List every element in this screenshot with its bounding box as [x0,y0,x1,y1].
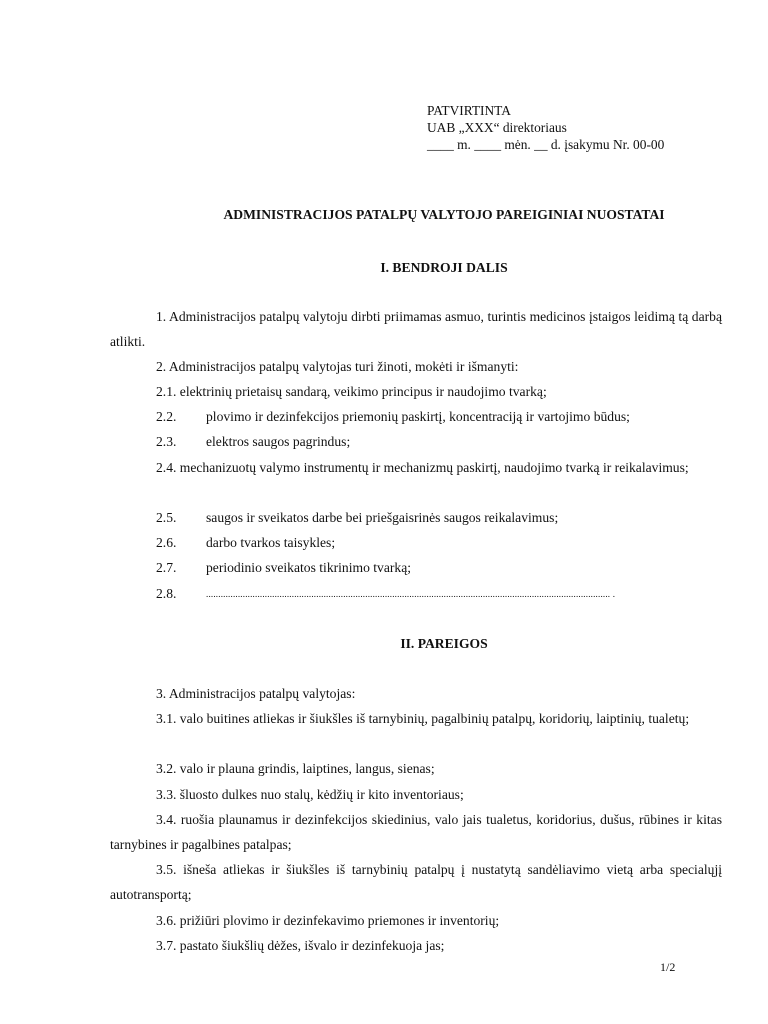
paragraph-1: 1. Administracijos patalpų valytoju dirbti priimamas asmuo, turintis medicinos įstaigos leidimą tą darbą atlikti. [110,309,722,349]
approval-line-3: ____ m. ____ mėn. __ d. įsakymu Nr. 00-00 [427,137,665,152]
list-item-number: 2.8. [156,586,177,601]
list-item-text: darbo tvarkos taisykles; [206,535,336,550]
list-item-2-2 [156,405,722,430]
list-item-number: 2.7. [156,560,177,575]
list-item-text: plovimo ir dezinfekcijos priemonių paskirtį, koncentraciją ir vartojimo būdus; [206,409,630,424]
section-2-heading: II. PAREIGOS [400,636,488,651]
list-item-text: periodinio sveikatos tikrinimo tvarką; [206,560,412,575]
list-item-2-5 [156,506,722,531]
list-item-number: 2.6. [156,535,177,550]
paragraph-3: 3. Administracijos patalpų valytojas: [156,686,356,701]
list-item-2-6 [156,531,722,556]
list-item-2-8 [156,582,722,607]
paragraph-2-4: 2.4. mechanizuotų valymo instrumentų ir mechanizmų paskirtį, naudojimo tvarką ir reikalavimus; [156,460,689,475]
paragraph-3-5: 3.5. išneša atliekas ir šiukšles iš tarnybinių patalpų į nustatytą sandėliavimo vietą arba specialųjį autotransportą; [110,862,722,902]
section-1-heading: I. BENDROJI DALIS [380,260,508,275]
paragraph-2: 2. Administracijos patalpų valytojas turi žinoti, mokėti ir išmanyti: [156,359,519,374]
list-item-2-3 [156,430,722,455]
dotted-fill-line: ..................................................................................................................................................................... . [206,589,616,599]
document-title: ADMINISTRACIJOS PATALPŲ VALYTOJO PAREIGINIAI NUOSTATAI [223,207,665,222]
list-item-number: 2.3. [156,434,177,449]
list-item-text: saugos ir sveikatos darbe bei priešgaisrinės saugos reikalavimus; [206,510,559,525]
list-item-number: 2.5. [156,510,177,525]
paragraph-3-3: 3.3. šluosto dulkes nuo stalų, kėdžių ir kito inventoriaus; [156,787,464,802]
paragraph-3-7: 3.7. pastato šiukšlių dėžes, išvalo ir dezinfekuoja jas; [156,938,445,953]
approval-line-1: PATVIRTINTA [427,103,511,118]
list-item-2-7 [156,556,722,581]
approval-block [427,102,664,153]
paragraph-3-1: 3.1. valo buitines atliekas ir šiukšles iš tarnybinių, pagalbinių patalpų, koridorių, laiptinių, tualetų; [156,711,690,726]
list-item-number: 2.2. [156,409,177,424]
approval-line-2: UAB „XXX“ direktoriaus [427,120,567,135]
paragraph-3-4: 3.4. ruošia plaunamus ir dezinfekcijos skiedinius, valo jais tualetus, koridorius, dušus, rūbines ir kitas tarnybines ir pagalbines patalpas; [110,812,722,852]
paragraph-2-1: 2.1. elektrinių prietaisų sandarą, veikimo principus ir naudojimo tvarką; [156,384,547,399]
paragraph-3-2: 3.2. valo ir plauna grindis, laiptines, langus, sienas; [156,761,435,776]
page-number: 1/2 [660,960,676,974]
list-item-text: elektros saugos pagrindus; [206,434,351,449]
paragraph-3-6: 3.6. prižiūri plovimo ir dezinfekavimo priemones ir inventorių; [156,913,500,928]
